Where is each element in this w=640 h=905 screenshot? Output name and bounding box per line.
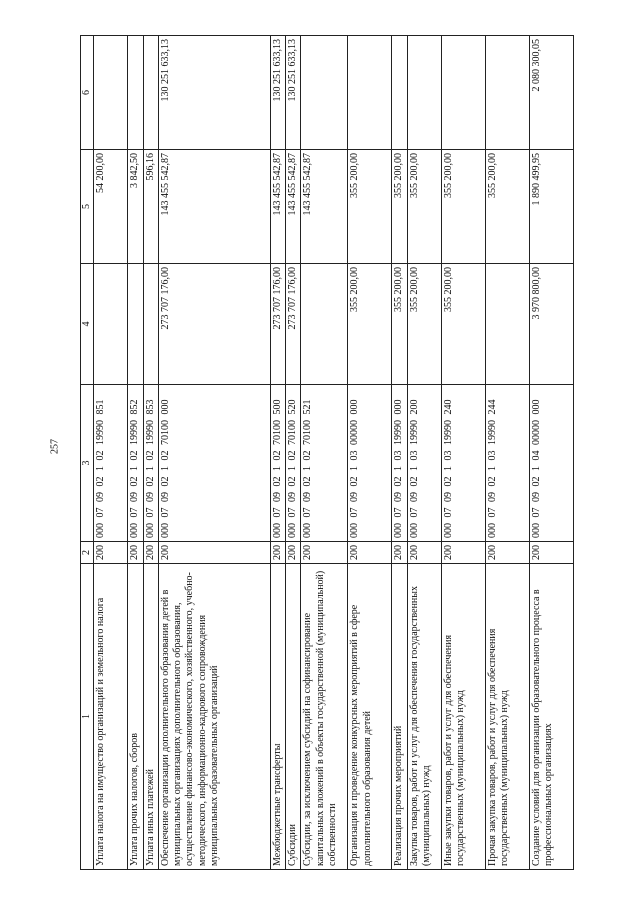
row-name: Уплата иных платежей: [143, 564, 158, 870]
row-col4: [128, 264, 143, 385]
row-name: Субсидии: [286, 564, 301, 870]
table-row: [143, 36, 158, 870]
row-ref: 200: [301, 542, 348, 564]
row-col6: 2 080 300,05: [529, 36, 573, 150]
row-name: Организация и проведение конкурсных мероприятий в сфере дополнительного образования детей: [348, 564, 392, 870]
column-header-3: 3: [81, 385, 94, 542]
table-row: [392, 36, 407, 870]
row-ref: 200: [143, 542, 158, 564]
row-name: Субсидии, за исключением субсидий на софинансирование капитальных вложений в объекты государственной (муниципальной) собственности: [301, 564, 348, 870]
row-col4: 355 200,00: [441, 264, 485, 385]
table-row: [270, 36, 285, 870]
row-code: 000 07 09 02 1 03 00000 000: [348, 385, 392, 542]
row-code: 000 07 09 02 1 02 19990 853: [143, 385, 158, 542]
row-code: 000 07 09 02 1 02 19990 852: [128, 385, 143, 542]
row-name: Закупка товаров, работ и услуг для обеспечения государственных (муниципальных) нужд: [407, 564, 441, 870]
row-col6: [128, 36, 143, 150]
row-col5: 54 200,00: [94, 150, 128, 264]
row-col5: 355 200,00: [407, 150, 441, 264]
table-row: [301, 36, 348, 870]
row-code: 000 07 09 02 1 03 19990 240: [441, 385, 485, 542]
row-col6: [301, 36, 348, 150]
row-col6: [485, 36, 529, 150]
row-ref: 200: [158, 542, 270, 564]
row-col6: [143, 36, 158, 150]
row-ref: 200: [485, 542, 529, 564]
table-row: [94, 36, 128, 870]
table-row: [529, 36, 573, 870]
row-code: 000 07 09 02 1 03 19990 200: [407, 385, 441, 542]
row-ref: 200: [286, 542, 301, 564]
row-name: Уплата прочих налогов, сборов: [128, 564, 143, 870]
budget-table: [80, 35, 574, 870]
table-row: [348, 36, 392, 870]
row-col4: 273 707 176,00: [286, 264, 301, 385]
column-header-5: 5: [81, 150, 94, 264]
row-col4: 355 200,00: [407, 264, 441, 385]
table-row: [407, 36, 441, 870]
column-header-6: 6: [81, 36, 94, 150]
row-col5: 143 455 542,87: [301, 150, 348, 264]
row-ref: 200: [94, 542, 128, 564]
row-col6: 130 251 633,13: [158, 36, 270, 150]
row-code: 000 07 09 02 1 03 19990 244: [485, 385, 529, 542]
row-col5: 355 200,00: [392, 150, 407, 264]
row-col4: [485, 264, 529, 385]
row-code: 000 07 09 02 1 04 00000 000: [529, 385, 573, 542]
row-name: Прочая закупка товаров, работ и услуг для обеспечения государственных (муниципальных) нужд: [485, 564, 529, 870]
row-col6: [407, 36, 441, 150]
row-col6: [441, 36, 485, 150]
row-col5: 143 455 542,87: [270, 150, 285, 264]
row-name: Создание условий для организации образовательного процесса в профессиональных организациях: [529, 564, 573, 870]
row-col6: 130 251 633,13: [270, 36, 285, 150]
row-code: 000 07 09 02 1 03 19990 000: [392, 385, 407, 542]
row-code: 000 07 09 02 1 02 70100 500: [270, 385, 285, 542]
row-name: Межбюджетные трансферты: [270, 564, 285, 870]
table-row: [158, 36, 270, 870]
row-code: 000 07 09 02 1 02 70100 521: [301, 385, 348, 542]
column-header-4: 4: [81, 264, 94, 385]
row-ref: 200: [270, 542, 285, 564]
row-col5: 1 890 499,95: [529, 150, 573, 264]
row-ref: 200: [407, 542, 441, 564]
row-name: Уплата налога на имущество организаций и земельного налога: [94, 564, 128, 870]
row-col5: 596,16: [143, 150, 158, 264]
row-col4: 355 200,00: [392, 264, 407, 385]
row-ref: 200: [392, 542, 407, 564]
row-col4: 273 707 176,00: [158, 264, 270, 385]
row-col5: 3 842,50: [128, 150, 143, 264]
row-name: Обеспечение организации дополнительного образования детей в муниципальных организациях дополнительного образования, осуществление финансово-экономического, хозяйственного, учебно-методического, информационно-кадрового сопровождения муниципальных образовательных организаций: [158, 564, 270, 870]
table-row: [286, 36, 301, 870]
column-header-1: 1: [81, 564, 94, 870]
row-col4: [94, 264, 128, 385]
row-col6: [348, 36, 392, 150]
row-name: Реализация прочих мероприятий: [392, 564, 407, 870]
row-col4: 273 707 176,00: [270, 264, 285, 385]
table-row: [128, 36, 143, 870]
row-ref: 200: [128, 542, 143, 564]
row-code: 000 07 09 02 1 02 70100 520: [286, 385, 301, 542]
row-ref: 200: [529, 542, 573, 564]
page-number: 257: [49, 439, 61, 454]
row-col5: 143 455 542,87: [158, 150, 270, 264]
row-code: 000 07 09 02 1 02 19990 851: [94, 385, 128, 542]
table-row: [485, 36, 529, 870]
row-col6: [94, 36, 128, 150]
row-col4: [301, 264, 348, 385]
row-col6: 130 251 633,13: [286, 36, 301, 150]
table-header-row: [81, 36, 94, 870]
row-col4: 3 970 800,00: [529, 264, 573, 385]
row-ref: 200: [441, 542, 485, 564]
row-col6: [392, 36, 407, 150]
row-ref: 200: [348, 542, 392, 564]
row-col4: 355 200,00: [348, 264, 392, 385]
row-col5: 355 200,00: [441, 150, 485, 264]
row-col5: 143 455 542,87: [286, 150, 301, 264]
row-col5: 355 200,00: [485, 150, 529, 264]
row-code: 000 07 09 02 1 02 70100 000: [158, 385, 270, 542]
row-name: Иные закупки товаров, работ и услуг для обеспечения государственных (муниципальных) нужд: [441, 564, 485, 870]
row-col5: 355 200,00: [348, 150, 392, 264]
table-row: [441, 36, 485, 870]
row-col4: [143, 264, 158, 385]
column-header-2: 2: [81, 542, 94, 564]
